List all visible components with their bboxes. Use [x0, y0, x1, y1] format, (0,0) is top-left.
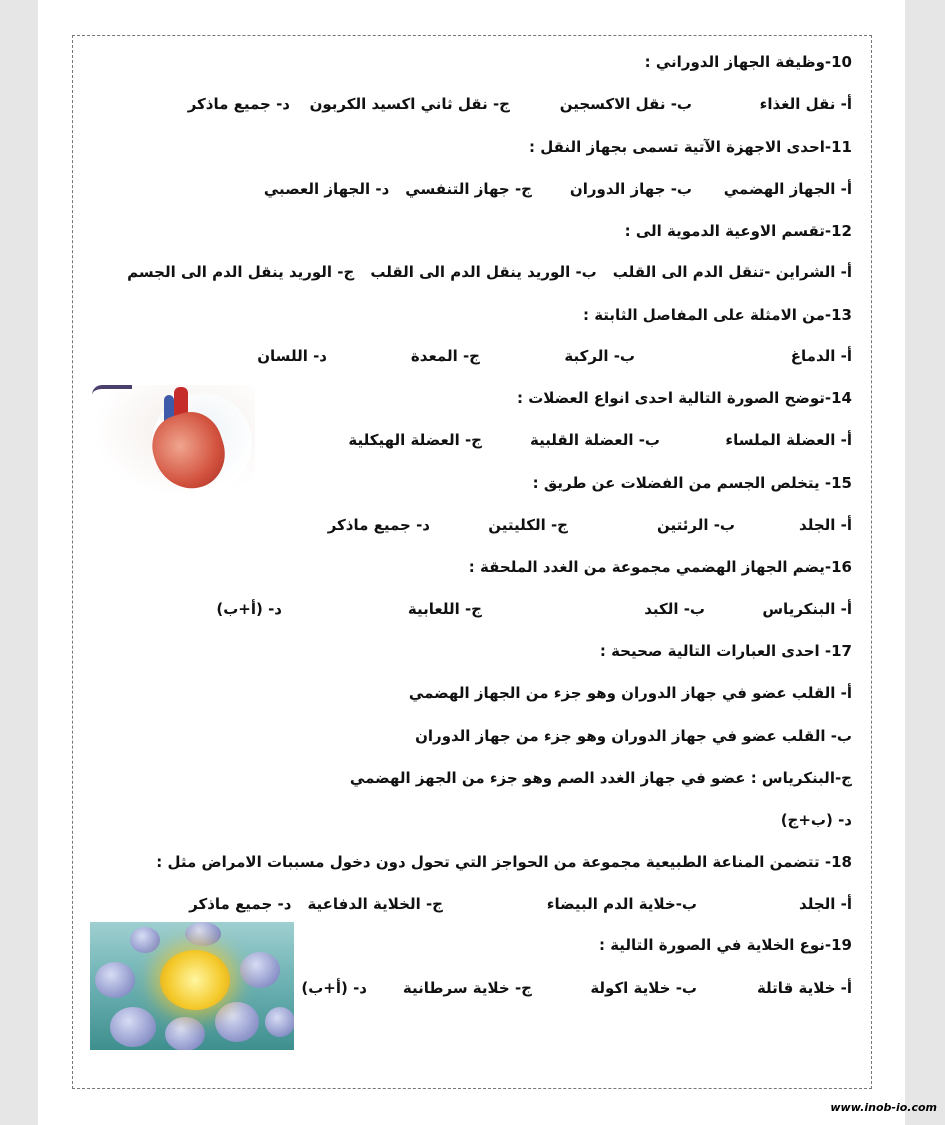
option: أ- الشراين -تنقل الدم الى القلب	[612, 263, 852, 281]
option: ب- الرئتين	[656, 516, 735, 534]
option: ب- الوريد ينقل الدم الى القلب	[370, 263, 597, 281]
option: ج- خلاية سرطانية	[402, 979, 532, 997]
question-17: 17- احدى العبارات التالية صحيحة :	[599, 642, 852, 660]
option: أ- خلاية قاتلة	[756, 979, 852, 997]
options-row	[328, 515, 852, 535]
question-10: 10-وظيفة الجهاز الدوراني :	[644, 53, 852, 71]
option: ب- نقل الاكسجين	[559, 95, 692, 113]
question-16: 16-يضم الجهاز الهضمي مجموعة من الغدد الملحقة :	[468, 558, 852, 576]
option: ج- المعدة	[410, 347, 480, 365]
option: أ- نقل الغذاء	[759, 95, 852, 113]
option: د- جميع ماذكر	[187, 95, 290, 113]
option: د- جميع ماذكر	[189, 895, 292, 913]
option: ب- العضلة القلبية	[529, 431, 660, 449]
option: ج-البنكرياس : عضو في جهاز الغدد الصم وهو جزء من الجهز الهضمي	[349, 769, 852, 787]
question-15: 15- يتخلص الجسم من الفضلات عن طريق :	[532, 474, 852, 492]
option: د- (أ+ب)	[301, 979, 367, 997]
killer-cell	[160, 950, 230, 1010]
option: د- اللسان	[257, 347, 327, 365]
option: د- جميع ماذكر	[327, 516, 430, 534]
question-11: 11-احدى الاجهزة الآتية تسمى بجهاز النقل :	[529, 138, 852, 156]
question-19: 19-نوع الخلاية في الصورة التالية :	[598, 936, 852, 954]
website-footer: www.inob-io.com	[830, 1101, 937, 1114]
option: ب- جهاز الدوران	[569, 180, 692, 198]
option: ب- الركبة	[564, 347, 635, 365]
heart-image	[92, 385, 255, 498]
option: أ- البنكرياس	[762, 600, 852, 618]
option: ج- الكليتين	[488, 516, 568, 534]
options-row	[301, 978, 852, 998]
options-row	[188, 94, 852, 114]
option: د- (ب+ج)	[780, 811, 852, 829]
option: ب-خلاية الدم البيضاء	[546, 895, 697, 913]
option: د- الجهاز العصبي	[263, 180, 390, 198]
option: أ- الجلد	[799, 895, 852, 913]
options-row	[257, 346, 852, 366]
option: أ- الدماغ	[790, 347, 852, 365]
option: ج- الخلاية الدفاعية	[307, 895, 443, 913]
option: أ- العضلة الملساء	[725, 431, 852, 449]
option: ب- الكبد	[644, 600, 705, 618]
option: ج- اللعابية	[407, 600, 482, 618]
options-row	[216, 599, 852, 619]
options-row	[264, 179, 852, 199]
immune-cell-image	[90, 922, 294, 1050]
option: أ- الجلد	[799, 516, 852, 534]
option: ب- القلب عضو في جهاز الدوران وهو جزء من جهاز الدوران	[415, 727, 852, 745]
question-13: 13-من الامثلة على المفاصل الثابتة :	[582, 306, 852, 324]
option: ج- جهاز التنفسي	[405, 180, 532, 198]
options-row	[189, 894, 852, 914]
options-row	[127, 262, 852, 282]
option: أ- الجهاز الهضمي	[723, 180, 852, 198]
option: ج- نقل ثاني اكسيد الكربون	[309, 95, 510, 113]
options-row	[348, 430, 852, 450]
question-14: 14-توضح الصورة التالية احدى انواع العضلات :	[516, 389, 852, 407]
option: أ- القلب عضو في جهاز الدوران وهو جزء من الجهاز الهضمي	[408, 684, 852, 702]
question-18: 18- تتضمن المناعة الطبيعية مجموعة من الحواجز التي تحول دون دخول مسببات الامراض مثل :	[156, 853, 852, 871]
option: ج- العضلة الهيكلية	[348, 431, 482, 449]
question-12: 12-تقسم الاوعية الدموية الى :	[624, 222, 852, 240]
option: ج- الوريد ينقل الدم الى الجسم	[127, 263, 355, 281]
option: د- (أ+ب)	[216, 600, 282, 618]
option: ب- خلاية اكولة	[590, 979, 697, 997]
